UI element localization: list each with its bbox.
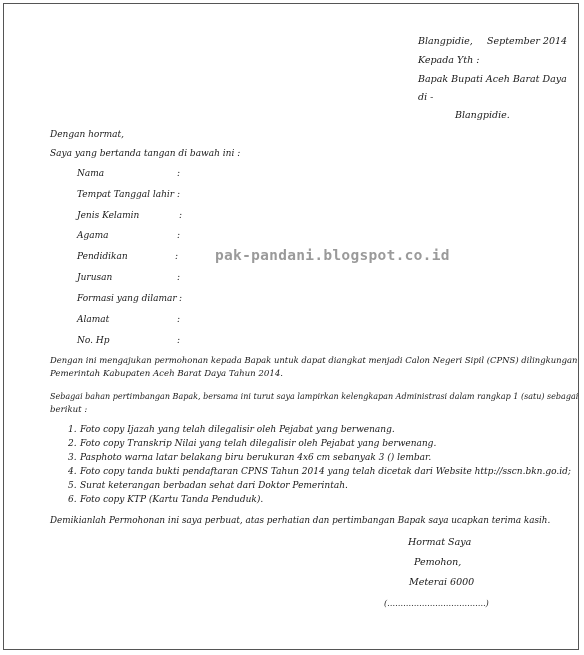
attachment-intro-line1: Sebagai bahan pertimbangan Bapak, bersama ini turut saya lampirkan kelengkapan Administrasi dalam rangkap 1 (satu) sebagai xyxy=(50,392,579,402)
header-recipient: Bapak Bupati Aceh Barat Daya xyxy=(418,74,567,85)
list-item-number: 5. xyxy=(68,481,77,491)
attachment-intro-line2: berikut : xyxy=(50,405,88,415)
field-label: Jurusan xyxy=(77,273,113,283)
list-item: Foto copy tanda bukti pendaftaran CPNS Tahun 2014 yang telah dicetak dari Website http://sscn.bkn.go.id; xyxy=(80,467,571,477)
header-to: Kepada Yth : xyxy=(418,55,480,66)
header-place: Blangpidie, xyxy=(418,36,473,47)
field-colon: : xyxy=(177,190,181,200)
signature-line: (……………………………….) xyxy=(384,599,489,608)
signature-applicant: Pemohon, xyxy=(414,557,462,568)
list-item: Foto copy Transkrip Nilai yang telah dilegalisir oleh Pejabat yang berwenang. xyxy=(80,439,437,449)
list-item-number: 2. xyxy=(68,439,77,449)
header-at: di - xyxy=(418,92,434,103)
list-item-number: 6. xyxy=(68,495,77,505)
field-colon: : xyxy=(177,273,181,283)
field-colon: : xyxy=(177,231,181,241)
field-label: No. Hp xyxy=(77,336,110,346)
field-label: Agama xyxy=(77,231,109,241)
list-item: Pasphoto warna latar belakang biru berukuran 4x6 cm sebanyak 3 () lembar. xyxy=(80,453,432,463)
header-city: Blangpidie. xyxy=(455,110,510,121)
field-colon: : xyxy=(177,336,181,346)
letter-page xyxy=(3,3,579,650)
field-label: Tempat Tanggal lahir xyxy=(77,190,175,200)
intro-text: Saya yang bertanda tangan di bawah ini : xyxy=(50,149,241,159)
closing-paragraph: Demikianlah Permohonan ini saya perbuat, atas perhatian dan pertimbangan Bapak saya ucapkan terima kasih. xyxy=(50,516,551,526)
field-colon: : xyxy=(177,169,181,179)
field-colon: : xyxy=(175,252,179,262)
signature-stamp: Meterai 6000 xyxy=(409,577,475,588)
list-item: Surat keterangan berbadan sehat dari Doktor Pemerintah. xyxy=(80,481,348,491)
list-item-number: 3. xyxy=(68,453,77,463)
field-colon: : xyxy=(179,211,183,221)
list-item-number: 4. xyxy=(68,467,77,477)
watermark-text: pak-pandani.blogspot.co.id xyxy=(215,248,450,264)
field-label: Jenis Kelamin xyxy=(77,211,140,221)
field-label: Alamat xyxy=(77,315,110,325)
field-label: Formasi yang dilamar xyxy=(77,294,177,304)
list-item: Foto copy Ijazah yang telah dilegalisir oleh Pejabat yang berwenang. xyxy=(80,425,395,435)
header-date: September 2014 xyxy=(487,36,568,47)
signature-regards: Hormat Saya xyxy=(408,537,472,548)
greeting: Dengan hormat, xyxy=(50,130,125,140)
field-label: Nama xyxy=(77,169,105,179)
field-colon: : xyxy=(177,315,181,325)
list-item-number: 1. xyxy=(68,425,77,435)
field-colon: : xyxy=(179,294,183,304)
request-paragraph-line1: Dengan ini mengajukan permohonan kepada Bapak untuk dapat diangkat menjadi Calon Negeri Sipil (CPNS) dilingkungan xyxy=(50,356,578,366)
field-label: Pendidikan xyxy=(77,252,128,262)
request-paragraph-line2: Pemerintah Kabupaten Aceh Barat Daya Tahun 2014. xyxy=(50,369,284,379)
list-item: Foto copy KTP (Kartu Tanda Penduduk). xyxy=(80,495,264,505)
